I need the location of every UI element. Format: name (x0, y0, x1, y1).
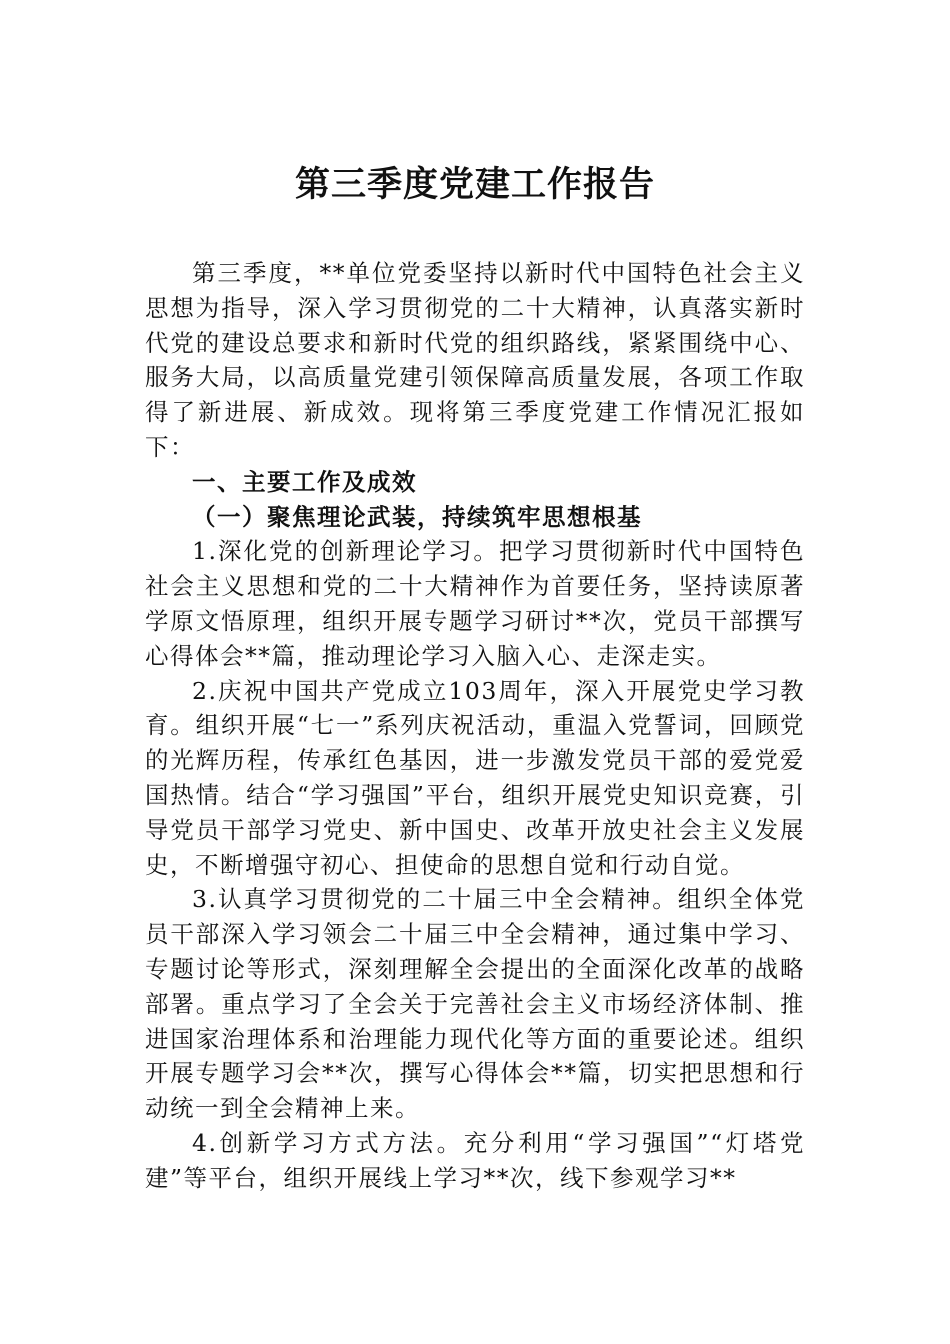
subsection-heading: （一）聚焦理论武装，持续筑牢思想根基 (192, 502, 642, 531)
section-heading: 一、主要工作及成效 (192, 467, 417, 496)
body-paragraph-3: 3.认真学习贯彻党的二十届三中全会精神。组织全体党员干部深入学习领会二十届三中全会精神，通过集中学习、专题讨论等形式，深刻理解全会提出的全面深化改革的战略部署。重点学习了全会关于完善社会主义市场经济体制、推进国家治理体系和治理能力现代化等方面的重要论述。组织开展专题学习会**次，撰写心得体会**篇，切实把思想和行动统一到全会精神上来。 (145, 885, 805, 1123)
body-paragraph-4: 4.创新学习方式方法。充分利用“学习强国”“灯塔党建”等平台，组织开展线上学习**次，线下参观学习** (145, 1128, 805, 1192)
intro-paragraph: 第三季度，**单位党委坚持以新时代中国特色社会主义思想为指导，深入学习贯彻党的二十大精神，认真落实新时代党的建设总要求和新时代党的组织路线，紧紧围绕中心、服务大局，以高质量党建引领保障高质量发展，各项工作取得了新进展、新成效。现将第三季度党建工作情况汇报如下： (145, 259, 805, 461)
body-paragraph-1: 1.深化党的创新理论学习。把学习贯彻新时代中国特色社会主义思想和党的二十大精神作为首要任务，坚持读原著学原文悟原理，组织开展专题学习研讨**次，党员干部撰写心得体会**篇，推动理论学习入脑入心、走深走实。 (145, 537, 805, 670)
document-body (145, 256, 805, 1196)
document-title: 第三季度党建工作报告 (294, 164, 655, 205)
body-paragraph-2: 2.庆祝中国共产党成立103周年，深入开展党史学习教育。组织开展“七一”系列庆祝活动，重温入党誓词，回顾党的光辉历程，传承红色基因，进一步激发党员干部的爱党爱国热情。结合“学习强国”平台，组织开展党史知识竞赛，引导党员干部学习党史、新中国史、改革开放史社会主义发展史，不断增强守初心、担使命的思想自觉和行动自觉。 (145, 676, 805, 879)
